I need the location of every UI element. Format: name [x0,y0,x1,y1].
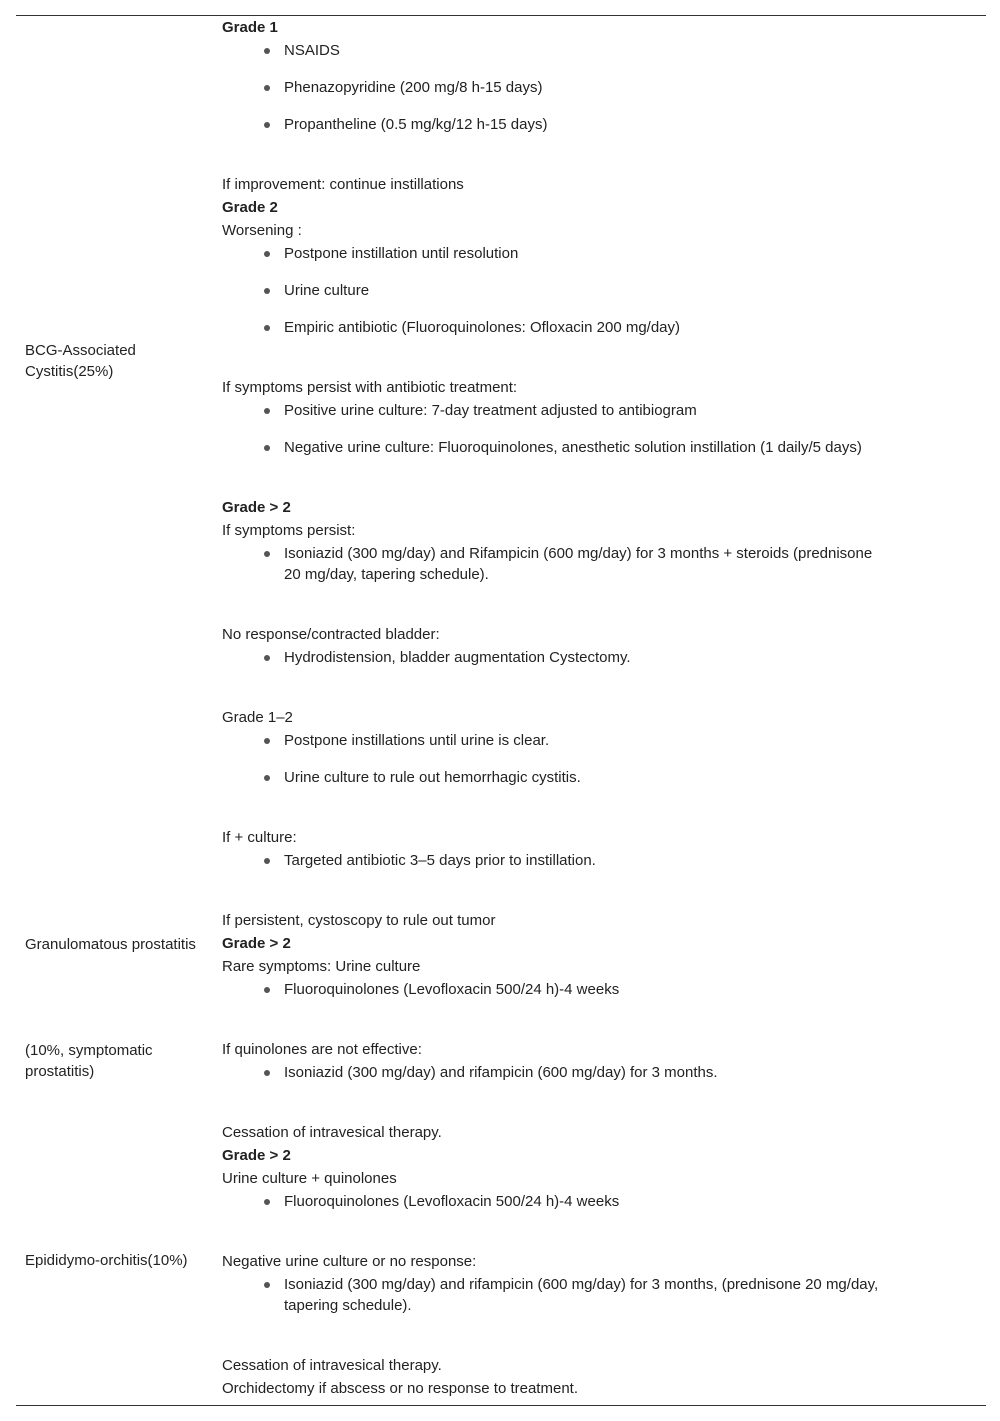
bullet-icon [264,738,270,744]
bullet-icon [264,288,270,294]
bullet-icon [264,408,270,414]
bullet-icon [264,655,270,661]
row-label-cystitis: BCG-Associated Cystitis(25%) [25,342,136,380]
list-item: Negative urine culture: Fluoroquinolones, anesthetic solution instillation (1 daily/5 days) [284,439,862,456]
bullet-icon [264,48,270,54]
paragraph: If symptoms persist with antibiotic treatment: [222,379,518,396]
bullet-icon [264,85,270,91]
paragraph: If persistent, cystoscopy to rule out tumor [222,912,496,929]
row-label-prostatitis: Granulomatous prostatitis [25,936,196,953]
bullet-icon [264,1070,270,1076]
table-top-rule [16,15,986,16]
list-item: Urine culture [284,282,370,299]
grade-heading: Grade > 2 [222,1147,291,1164]
paragraph: If symptoms persist: [222,522,356,539]
list-item: Propantheline (0.5 mg/kg/12 h-15 days) [284,116,548,133]
bullet-icon [264,251,270,257]
list-item: Isoniazid (300 mg/day) and Rifampicin (600 mg/day) for 3 months + steroids (prednisone 20 mg/day, tapering schedule). [284,545,873,583]
paragraph: If + culture: [222,829,297,846]
list-item: Postpone instillation until resolution [284,245,519,262]
grade-heading: Grade > 2 [222,499,291,516]
list-item: Phenazopyridine (200 mg/8 h-15 days) [284,79,543,96]
list-item: Fluoroquinolones (Levofloxacin 500/24 h)-4 weeks [284,1193,620,1210]
list-item: Postpone instillations until urine is clear. [284,732,550,749]
row-label-epididymo: Epididymo-orchitis(10%) [25,1252,188,1269]
paragraph: If quinolones are not effective: [222,1041,422,1058]
paragraph: Negative urine culture or no response: [222,1253,477,1270]
bullet-icon [264,858,270,864]
grade-heading: Grade > 2 [222,935,291,952]
list-item: Empiric antibiotic (Fluoroquinolones: Ofloxacin 200 mg/day) [284,319,681,336]
bullet-icon [264,445,270,451]
bullet-icon [264,775,270,781]
table-bottom-rule [16,1405,986,1406]
list-item: Urine culture to rule out hemorrhagic cystitis. [284,769,581,786]
paragraph: Orchidectomy if abscess or no response to treatment. [222,1380,578,1397]
list-item: Positive urine culture: 7-day treatment adjusted to antibiogram [284,402,697,419]
paragraph: Rare symptoms: Urine culture [222,958,421,975]
bullet-icon [264,987,270,993]
bullet-icon [264,1282,270,1288]
paragraph: No response/contracted bladder: [222,626,440,643]
list-item: Targeted antibiotic 3–5 days prior to instillation. [284,852,596,869]
paragraph: Cessation of intravesical therapy. [222,1357,442,1374]
paragraph: Grade 1–2 [222,709,293,726]
list-item: Hydrodistension, bladder augmentation Cystectomy. [284,649,631,666]
list-item: Fluoroquinolones (Levofloxacin 500/24 h)-4 weeks [284,981,620,998]
bullet-icon [264,1199,270,1205]
paragraph: Cessation of intravesical therapy. [222,1124,442,1141]
paragraph: Urine culture + quinolones [222,1170,397,1187]
paragraph: Worsening : [222,222,302,239]
grade-heading: Grade 2 [222,199,278,216]
row-label-prostatitis-detail: (10%, symptomatic prostatitis) [25,1042,153,1080]
bullet-icon [264,551,270,557]
list-item: Isoniazid (300 mg/day) and rifampicin (600 mg/day) for 3 months. [284,1064,718,1081]
list-item: Isoniazid (300 mg/day) and rifampicin (600 mg/day) for 3 months, (prednisone 20 mg/day, tapering schedule). [284,1276,879,1314]
list-item: NSAIDS [284,42,340,59]
bullet-icon [264,122,270,128]
grade-heading: Grade 1 [222,19,278,36]
bullet-icon [264,325,270,331]
paragraph: If improvement: continue instillations [222,176,464,193]
